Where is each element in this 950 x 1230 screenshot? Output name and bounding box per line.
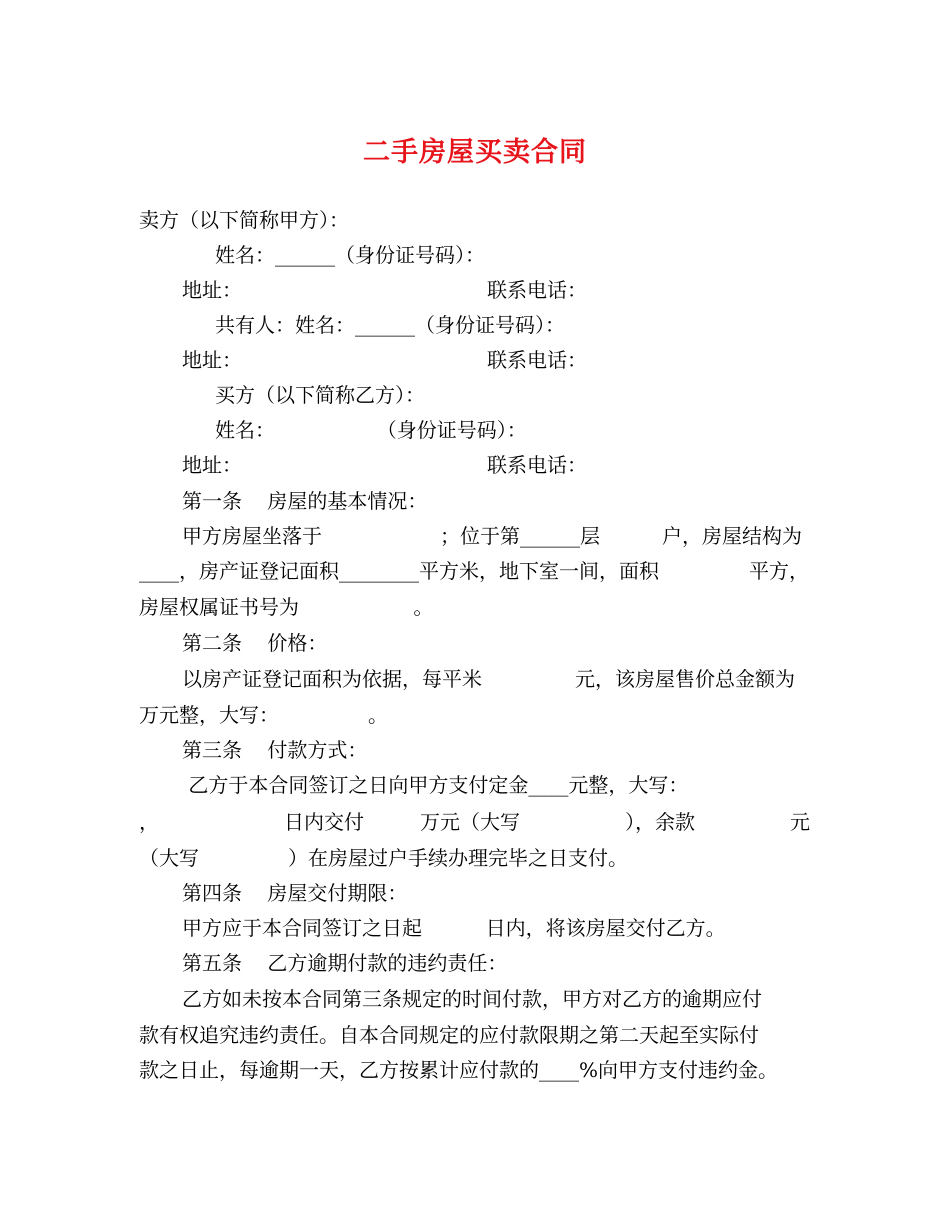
article-1-text-c: 户，房屋结构为 (662, 524, 802, 548)
contract-title: 二手房屋买卖合同 (363, 137, 587, 168)
article-3-text-b4: ），余款 (625, 810, 695, 834)
coowner-address-label: 地址： (182, 348, 242, 372)
article-2-text-b: 元，该房屋售价总金额为 (575, 667, 795, 691)
article-1-text-e: 平方， (749, 559, 809, 583)
article-3-text-b3: 万元（大写 (420, 810, 520, 834)
buyer-name-line: 姓名： （身份证号码）： (215, 418, 527, 442)
buyer-header: 买方（以下简称乙方）： (215, 383, 425, 407)
article-3-text-c: （大写 ）在房屋过户手续办理完毕之日支付。 (139, 846, 629, 870)
article-5-text-c: 款之日止，每逾期一天，乙方按累计应付款的____%向甲方支付违约金。 (139, 1058, 779, 1082)
article-1-text-b: ；位于第______层 (440, 524, 600, 548)
article-3-text-a: 乙方于本合同签订之日向甲方支付定金____元整，大写： (182, 773, 689, 797)
article-3-text-b2: 日内交付 (284, 810, 364, 834)
coowner-name-line: 共有人：姓名：______（身份证号码）： (215, 313, 565, 337)
article-5-text-b: 款有权追究违约责任。自本合同规定的应付款限期之第二天起至实际付 (139, 1023, 759, 1047)
article-5-heading: 第五条 乙方逾期付款的违约责任： (182, 951, 508, 975)
article-2-heading: 第二条 价格： (182, 631, 328, 655)
buyer-phone-label: 联系电话： (487, 453, 587, 477)
article-3-heading: 第三条 付款方式： (182, 738, 368, 762)
article-2-text-c: 万元整，大写： 。 (139, 703, 389, 727)
article-1-text-f: 房屋权属证书号为 。 (139, 595, 434, 619)
article-5-text-a: 乙方如未按本合同第三条规定的时间付款，甲方对乙方的逾期应付 (182, 987, 762, 1011)
article-1-text-a: 甲方房屋坐落于 (182, 524, 322, 548)
seller-header: 卖方（以下简称甲方）： (139, 208, 349, 232)
coowner-phone-label: 联系电话： (487, 348, 587, 372)
seller-name-line: 姓名：______（身份证号码）： (215, 243, 485, 267)
article-3-text-b5: 元 (790, 810, 810, 834)
buyer-address-label: 地址： (182, 453, 242, 477)
article-1-heading: 第一条 房屋的基本情况： (182, 489, 428, 513)
article-4-text: 甲方应于本合同签订之日起 日内，将该房屋交付乙方。 (182, 916, 726, 940)
article-3-text-b1: ， (139, 810, 159, 834)
seller-address-label: 地址： (182, 278, 242, 302)
seller-phone-label: 联系电话： (487, 278, 587, 302)
article-2-text-a: 以房产证登记面积为依据，每平米 (182, 667, 482, 691)
article-4-heading: 第四条 房屋交付期限： (182, 881, 408, 905)
article-1-text-d: ____，房产证登记面积________平方米，地下室一间，面积 (139, 559, 659, 583)
